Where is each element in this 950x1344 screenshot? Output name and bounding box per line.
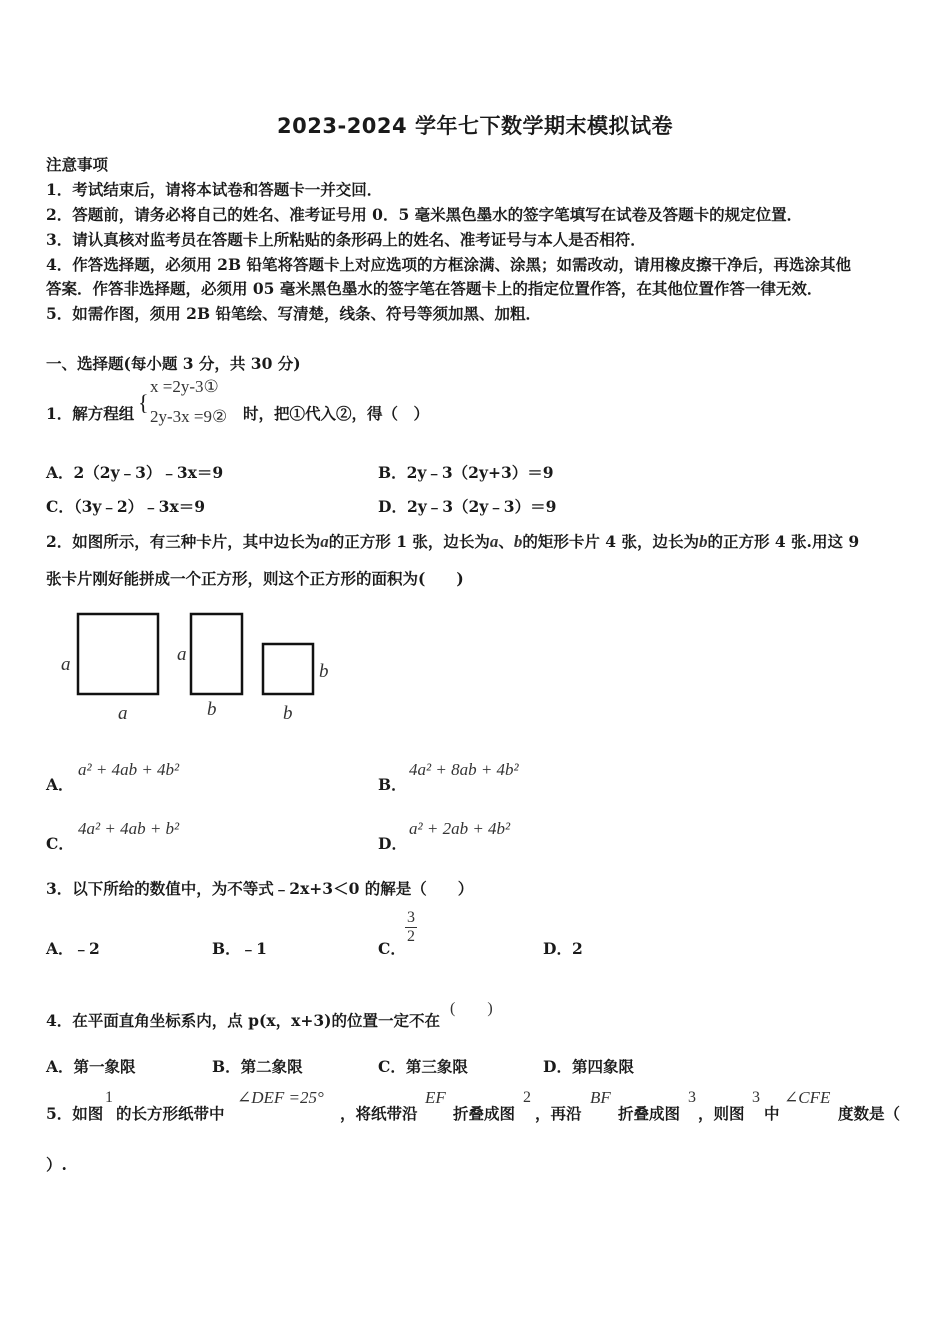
q5-text-part: 中 (764, 1104, 780, 1123)
q5-bf: BF (590, 1088, 611, 1107)
square-card-b (263, 644, 313, 694)
q3-option-b: B．﹣1 (212, 939, 267, 958)
q4-stem: 4．在平面直角坐标系内，点 p(x，x+3)的位置一定不在 (46, 1011, 440, 1030)
q1-option-d: D．2y﹣3（2y﹣3）＝9 (378, 497, 557, 516)
q5-text-part: ，将纸带沿 (340, 1104, 418, 1123)
q5-figure-number: 3 (688, 1089, 696, 1106)
q5-ef: EF (425, 1088, 446, 1107)
q4-option-c: C．第三象限 (378, 1057, 468, 1076)
q1-option-a: A．2（2y﹣3）﹣3x＝9 (46, 463, 224, 482)
q2-option-d-label: D． (378, 834, 407, 853)
q5-text-part: ，再沿 (535, 1104, 582, 1123)
q5-angle-def: ∠DEF =25° (237, 1088, 324, 1107)
notice-item: 3．请认真核对监考员在答题卡上所粘贴的条形码上的姓名、准考证号与本人是否相符． (46, 230, 646, 249)
q2-option-b: 4a² + 8ab + 4b² (409, 760, 519, 779)
q3-option-c-label: C． (378, 939, 406, 958)
q3-option-d: D．2 (543, 939, 583, 958)
notice-heading: 注意事项 (46, 155, 109, 174)
q2-stem-line2: 张卡片刚好能拼成一个正方形，则这个正方形的面积为( ) (46, 569, 464, 588)
q2-option-a: a² + 4ab + 4b² (78, 760, 180, 779)
q1-prefix: 1．解方程组 (46, 404, 135, 423)
q1-option-c: C．（3y﹣2）﹣3x＝9 (46, 497, 205, 516)
q1-equation-1: x =2y-3① (150, 377, 219, 396)
notice-item: 2．答题前，请务必将自己的姓名、准考证号用 0．5 毫米黑色墨水的签字笔填写在试卷及答题卡的规定位置． (46, 205, 803, 224)
q5-text-part: ）. (46, 1155, 67, 1174)
label-a: a (177, 644, 187, 665)
q5-text-part: 度数是（ (838, 1104, 901, 1123)
q2-stem-line1: 2．如图所示，有三种卡片，其中边长为a的正方形 1 张，边长为a、b的矩形卡片 4 张，边长为b的正方形 4 张.用这 9 (46, 532, 860, 551)
q5-text-part: 5．如图 (46, 1104, 104, 1123)
label-b: b (319, 661, 329, 682)
q5-text-part: ，则图 (698, 1104, 745, 1123)
notice-item: 4．作答选择题，必须用 2B 铅笔将答题卡上对应选项的方框涂满、涂黑；如需改动，请用橡皮擦干净后，再选涂其他 (46, 255, 851, 274)
rect-card-ab (191, 614, 242, 694)
q4-option-a: A．第一象限 (46, 1057, 136, 1076)
q2-option-b-label: B． (378, 775, 407, 794)
q5-text-part: 的长方形纸带中 (116, 1104, 225, 1123)
page-title: 2023-2024 学年七下数学期末模拟试卷 (277, 114, 673, 138)
q5-text-part: 折叠成图 (618, 1104, 681, 1123)
notice-item: 1．考试结束后，请将本试卷和答题卡一并交回． (46, 180, 383, 199)
q3-option-a: A．﹣2 (46, 939, 100, 958)
q4-option-d: D．第四象限 (543, 1057, 634, 1076)
q4-option-b: B．第二象限 (212, 1057, 303, 1076)
label-b: b (207, 699, 217, 720)
q2-option-c: 4a² + 4ab + b² (78, 819, 180, 838)
label-a: a (118, 703, 128, 724)
q3-option-c-fraction: $\frac{3}{2}$ (407, 909, 415, 945)
label-a: a (61, 654, 71, 675)
section-heading: 一、选择题(每小题 3 分，共 30 分) (46, 354, 301, 373)
q2-option-a-label: A． (46, 775, 74, 794)
q3-stem: 3．以下所给的数值中，为不等式﹣2x+3＜0 的解是（ ） (46, 879, 474, 898)
q2-option-c-label: C． (46, 834, 74, 853)
square-card-a (78, 614, 158, 694)
q5-text-part: 折叠成图 (453, 1104, 516, 1123)
q5-figure-number: 1 (105, 1089, 113, 1106)
notice-item: 答案．作答非选择题，必须用 05 毫米黑色墨水的签字笔在答题卡上的指定位置作答，在其他位置作答一律无效． (46, 279, 823, 298)
q1-equation-2: 2y-3x =9② (150, 407, 228, 426)
q1-option-b: B．2y﹣3（2y+3）＝9 (378, 463, 554, 482)
q5-figure-number: 2 (523, 1089, 531, 1106)
brace-symbol: { (138, 390, 149, 415)
q4-answer-paren: ( ) (450, 1000, 493, 1017)
label-b: b (283, 703, 293, 724)
q1-suffix: 时，把①代入②，得（ ） (243, 404, 430, 423)
notice-item: 5．如需作图，须用 2B 铅笔绘、写清楚，线条、符号等须加黑、加粗． (46, 304, 541, 323)
q2-option-d: a² + 2ab + 4b² (409, 819, 511, 838)
q5-angle-cfe: ∠CFE (784, 1088, 831, 1107)
q2-cards-figure (50, 605, 350, 730)
q5-figure-number: 3 (752, 1089, 760, 1106)
